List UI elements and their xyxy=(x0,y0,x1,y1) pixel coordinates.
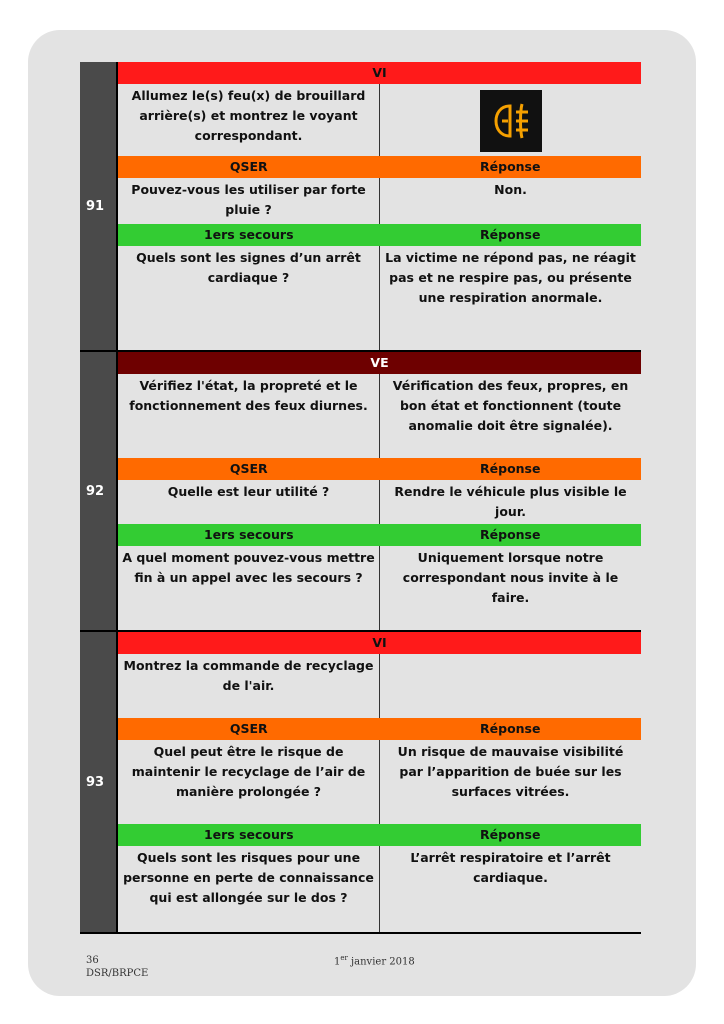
card-93 xyxy=(80,632,641,932)
qser-question: Pouvez-vous les utiliser par forte pluie ? xyxy=(118,178,380,224)
qser-row xyxy=(118,740,641,824)
date-day: 1 xyxy=(334,956,341,968)
date-rest: janvier 2018 xyxy=(347,956,415,968)
instruction-text: Allumez le(s) feu(x) de brouillard arrière(s) et montrez le voyant correspondant. xyxy=(118,84,380,156)
instruction-row xyxy=(118,84,641,156)
instruction-answer xyxy=(380,654,641,718)
card-92 xyxy=(80,352,641,630)
answer-label: Réponse xyxy=(380,824,642,846)
qser-answer: Rendre le véhicule plus visible le jour. xyxy=(394,484,627,519)
firstaid-label: 1ers secours xyxy=(118,224,380,246)
card-body xyxy=(118,62,641,350)
page-number: 36 xyxy=(86,955,99,966)
firstaid-question: A quel moment pouvez-vous mettre fin à un appel avec les secours ? xyxy=(118,546,380,630)
firstaid-answer: Uniquement lorsque notre correspondant nous invite à le faire. xyxy=(402,550,619,605)
qser-answer: Non. xyxy=(494,182,527,197)
answer-label: Réponse xyxy=(380,718,642,740)
qser-row xyxy=(118,178,641,224)
firstaid-row xyxy=(118,846,641,932)
firstaid-answer: La victime ne répond pas, ne réagit pas et ne respire pas, ou présente une respiration anormale. xyxy=(385,250,636,305)
instruction-row xyxy=(118,654,641,718)
card-number: 92 xyxy=(80,352,118,630)
answer-label: Réponse xyxy=(380,458,642,480)
instruction-text: Montrez la commande de recyclage de l'air. xyxy=(118,654,380,718)
qser-answer: Un risque de mauvaise visibilité par l’apparition de buée sur les surfaces vitrées. xyxy=(397,744,624,799)
firstaid-row xyxy=(118,246,641,350)
instruction-text: Vérifiez l'état, la propreté et le fonctionnement des feux diurnes. xyxy=(118,374,380,458)
footer-left xyxy=(86,954,148,980)
qser-question: Quelle est leur utilité ? xyxy=(118,480,380,524)
category-band: VI xyxy=(118,62,641,84)
firstaid-row xyxy=(118,546,641,630)
answer-label: Réponse xyxy=(380,524,642,546)
instruction-row xyxy=(118,374,641,458)
qser-label: QSER xyxy=(118,156,380,178)
firstaid-header xyxy=(118,224,641,246)
cards-container xyxy=(80,62,641,934)
instruction-answer: Vérification des feux, propres, en bon état et fonctionnent (toute anomalie doit être signalée). xyxy=(392,378,629,433)
footer-org: DSR/BRPCE xyxy=(86,968,149,979)
qser-header xyxy=(118,718,641,740)
firstaid-question: Quels sont les signes d’un arrêt cardiaque ? xyxy=(118,246,380,350)
qser-header xyxy=(118,458,641,480)
category-band: VE xyxy=(118,352,641,374)
firstaid-answer: L’arrêt respiratoire et l’arrêt cardiaque. xyxy=(410,850,611,885)
date-sup: er xyxy=(340,954,348,962)
firstaid-label: 1ers secours xyxy=(118,824,380,846)
footer-date xyxy=(334,954,415,967)
card-body xyxy=(118,632,641,932)
rear-fog-light-icon xyxy=(480,90,542,152)
qser-row xyxy=(118,480,641,524)
firstaid-header xyxy=(118,824,641,846)
answer-label: Réponse xyxy=(380,224,642,246)
answer-label: Réponse xyxy=(380,156,642,178)
qser-question: Quel peut être le risque de maintenir le recyclage de l’air de manière prolongée ? xyxy=(118,740,380,824)
qser-label: QSER xyxy=(118,718,380,740)
card-number: 93 xyxy=(80,632,118,932)
instruction-answer xyxy=(380,84,641,156)
firstaid-label: 1ers secours xyxy=(118,524,380,546)
category-band: VI xyxy=(118,632,641,654)
firstaid-header xyxy=(118,524,641,546)
card-body xyxy=(118,352,641,630)
firstaid-question: Quels sont les risques pour une personne en perte de connaissance qui est allongée sur le dos ? xyxy=(118,846,380,932)
card-number: 91 xyxy=(80,62,118,350)
qser-header xyxy=(118,156,641,178)
qser-label: QSER xyxy=(118,458,380,480)
card-91 xyxy=(80,62,641,350)
